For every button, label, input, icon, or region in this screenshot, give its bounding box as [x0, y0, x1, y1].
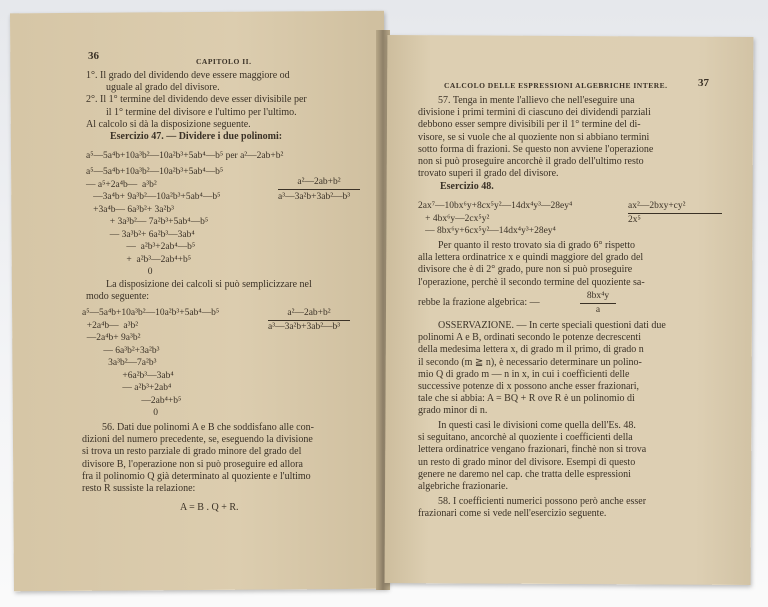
- text-line: +2a⁴b— a³b²: [82, 320, 139, 331]
- text-line: il secondo (m ≧ n), è necessario determinare un polino-: [418, 356, 642, 368]
- fraction-numerator: 8bx⁴y: [580, 290, 616, 304]
- section-56: [82, 422, 314, 495]
- text-line: — a⁵+2a⁴b— a³b²: [86, 179, 157, 190]
- text-line: Al calcolo si dà la disposizione seguente.: [86, 118, 251, 130]
- text-line: divisore che è di 2° grado, pure non si può proseguire: [418, 264, 633, 276]
- cases-paragraph: [418, 420, 646, 493]
- text-line: mio Q di grado m — n in x, in cui i coefficienti delle: [418, 368, 630, 380]
- problem-47: a⁵—5a⁴b+10a³b²—10a²b³+5ab⁴—b⁵ per a²—2ab+b²: [86, 151, 284, 161]
- text-line: a⁵—5a⁴b+10a³b²—10a²b³+5ab⁴—b⁵: [82, 308, 220, 318]
- text-line: — 8bx⁶y+6cx⁵y²—14dx⁴y³+28ey⁴: [418, 226, 556, 236]
- observation: [418, 320, 666, 418]
- text-line: debbono esser sempre divisibili per il 1° termine del di-: [418, 119, 641, 131]
- quotient-2: a³—3a²b+3ab²—b³: [268, 322, 341, 332]
- text-line: a⁵—5a⁴b+10a³b²—10a²b³+5ab⁴—b⁵: [86, 167, 224, 177]
- text-line: genere ne daremo nel cap. che tratta delle espressioni: [418, 468, 631, 480]
- simplify-paragraph: [86, 279, 312, 303]
- text-line: polinomi A e B, ordinati secondo le potenze decrescenti: [418, 332, 641, 344]
- text-line: + 4bx⁶y—2cx⁵y²: [418, 213, 490, 224]
- divisor-2: a²—2ab+b²: [268, 307, 350, 321]
- text-line: sotto forma di frazioni. Se questo non avviene l'operazione: [418, 143, 654, 155]
- text-line: si seguitano, ancorchè al quoziente i coefficienti della: [418, 432, 633, 444]
- rules-paragraph: [86, 70, 361, 131]
- text-line: divisore B, l'operazione non si può proseguire ed allora: [82, 458, 303, 470]
- divisor-1: a²—2ab+b²: [278, 176, 360, 190]
- text-line: il 1° termine del divisore e l'ultimo per l'ultimo.: [106, 106, 297, 118]
- text-line: 56. Dati due polinomi A e B che soddisfano alle con-: [102, 422, 314, 433]
- text-line: visore, se si vuole che al quoziente non si abbiano termini: [418, 131, 650, 143]
- text-line: — 6a³b²+3a²b³: [82, 345, 160, 356]
- text-line: — 3a³b²+ 6a²b³—3ab⁴: [86, 229, 195, 240]
- right-running-head: CALCOLO DELLE ESPRESSIONI ALGEBRICHE INTERE.: [444, 81, 668, 90]
- text-line: In questi casi le divisioni come quella dell'Es. 48.: [438, 420, 636, 431]
- text-line: 1°. Il grado del dividendo deve essere maggiore od: [86, 70, 290, 81]
- right-page-number: 37: [698, 77, 709, 89]
- section-58: [418, 496, 646, 520]
- text-line: — a²b³+2ab⁴: [82, 383, 172, 393]
- text-line: OSSERVAZIONE. — In certe speciali questioni dati due: [438, 320, 666, 331]
- relation: A = B . Q + R.: [180, 502, 239, 513]
- text-line: uguale al grado del divisore.: [106, 82, 220, 94]
- text-line: della medesima lettera x, di grado m il primo, di grado n: [418, 344, 644, 356]
- text-line: algebriche frazionarie.: [418, 481, 508, 493]
- text-line: 58. I coefficienti numerici possono però anche esser: [438, 496, 647, 507]
- text-line: alla lettera ordinatrice x e quindi maggiore del grado del: [418, 252, 644, 264]
- text-line: La disposizione dei calcoli si può semplicizzare nel: [106, 279, 312, 290]
- text-line: 0: [82, 408, 158, 418]
- text-line: grado minor di n.: [418, 405, 488, 417]
- text-line: successive potenze di x possono anche esser frazionari,: [418, 381, 640, 393]
- quotient-1: a³—3a²b+3ab²—b³: [278, 192, 351, 202]
- text-line: dizioni del numero precedente, se, eseguendo la divisione: [82, 434, 313, 446]
- text-line: l'operazione, perchè il secondo termine del quoziente sa-: [418, 276, 645, 288]
- text-line: un resto di grado minor del divisore. Esempi di questo: [418, 456, 636, 468]
- quotient-48: 2x⁵: [628, 215, 641, 225]
- division-2: [82, 307, 219, 420]
- division-1: [86, 166, 223, 279]
- division-48: [418, 200, 572, 238]
- fraction-denominator: a: [595, 305, 601, 315]
- text-line: —2a⁴b+ 9a³b²: [82, 333, 141, 343]
- text-line: +3a⁴b— 6a³b²+ 3a²b³: [86, 204, 174, 215]
- text-line: lettera ordinatrice vengano frazionari, finchè non si trova: [418, 444, 647, 456]
- text-line: 2ax⁷—10bx⁶y+8cx⁵y²—14dx⁴y³—28ey⁴: [418, 201, 573, 211]
- text-line: resto R sussiste la relazione:: [82, 483, 196, 495]
- text-line: tale che si abbia: A = BQ + R ove R è un polinomio di: [418, 393, 635, 405]
- text-line: Per quanto il resto trovato sia di grado 6° rispetto: [438, 240, 636, 251]
- text-line: rebbe la frazione algebrica: —: [418, 296, 540, 308]
- text-line: 0: [86, 267, 153, 277]
- text-line: divisione i primi termini di ciascuno dei dividendi parziali: [418, 107, 651, 119]
- text-line: si trova un resto parziale di grado minore del grado del: [82, 446, 302, 458]
- left-page-number: 36: [88, 50, 99, 62]
- text-line: —2ab⁴+b⁵: [82, 395, 182, 406]
- text-line: + a²b³—2ab⁴+b⁵: [86, 254, 192, 265]
- text-line: 3a³b²—7a²b³: [82, 358, 157, 368]
- text-line: — a²b³+2ab⁴—b⁵: [86, 242, 196, 252]
- divisor-48: ax²—2bxy+cy²: [628, 200, 722, 214]
- text-line: —3a⁴b+ 9a³b²—10a²b³+5ab⁴—b⁵: [86, 192, 221, 202]
- text-line: 57. Tenga in mente l'allievo che nell'eseguire una: [438, 95, 635, 106]
- text-line: 2°. Il 1° termine del dividendo deve esser divisibile per: [86, 94, 307, 106]
- text-line: +6a²b³—3ab⁴: [82, 370, 174, 381]
- exercise-48: Esercizio 48.: [440, 181, 494, 192]
- text-line: trovato superi il grado del divisore.: [418, 168, 559, 180]
- section-57: [418, 95, 653, 180]
- exercise-47: Esercizio 47. — Dividere i due polinomi:: [110, 131, 283, 142]
- text-line: non si può proseguire ancorchè il grado dell'ultimo resto: [418, 156, 644, 168]
- text-line: + 3a³b²— 7a²b³+5ab⁴—b⁵: [86, 217, 209, 227]
- text-line: fra il polinomio Q già determinato al quoziente e l'ultimo: [82, 470, 311, 482]
- text-line: modo seguente:: [86, 291, 150, 303]
- text-line: frazionari come si vede nell'esercizio seguente.: [418, 508, 607, 520]
- left-running-head: CAPITOLO II.: [196, 57, 252, 66]
